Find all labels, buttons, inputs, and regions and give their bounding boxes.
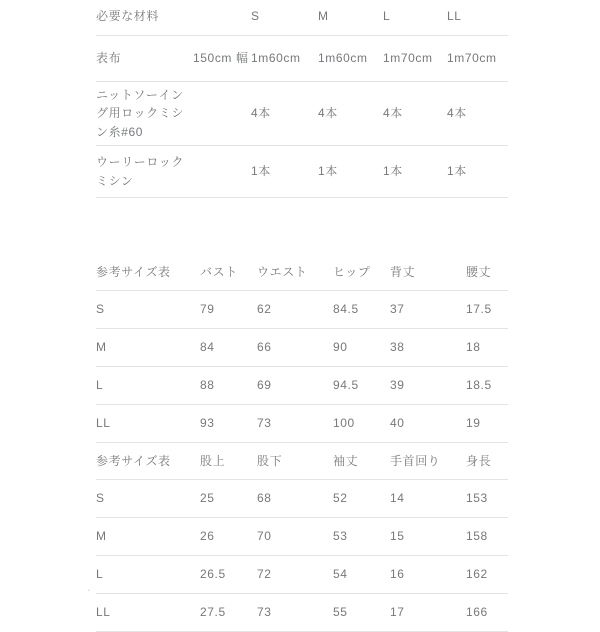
size2-ll-sleeve-length: 55: [333, 594, 390, 632]
size2-s-wrist: 14: [390, 480, 466, 518]
table-row: [96, 36, 508, 82]
size1-row-ll-label: LL: [96, 405, 200, 443]
material-fabric-ll: 1m70cm: [447, 36, 508, 82]
size1-header-row: [96, 254, 508, 291]
size2-ll-wrist: 17: [390, 594, 466, 632]
size2-s-height: 153: [466, 480, 508, 518]
size1-l-waist-length: 18.5: [466, 367, 508, 405]
size2-row-m-label: M: [96, 518, 200, 556]
size1-ll-bust: 93: [200, 405, 257, 443]
table-gap-spacer: [96, 198, 508, 254]
size1-ll-back-length: 40: [390, 405, 466, 443]
size1-s-bust: 79: [200, 291, 257, 329]
footer-cut-off-mark: ″: [88, 590, 91, 596]
size1-s-back-length: 37: [390, 291, 466, 329]
materials-header-row: [96, 0, 508, 36]
material-note-wooly-lock: [193, 146, 251, 198]
size1-ll-hip: 100: [333, 405, 390, 443]
material-note-overlock-thread: [193, 82, 251, 146]
size2-l-inseam: 72: [257, 556, 333, 594]
size2-m-wrist: 15: [390, 518, 466, 556]
size1-l-back-length: 39: [390, 367, 466, 405]
material-label-overlock-thread: ニットソーイング用ロックミシン糸#60: [96, 82, 193, 146]
size2-header-sleeve-length: 袖丈: [333, 443, 390, 480]
material-label-fabric: 表布: [96, 36, 193, 82]
size2-s-sleeve-length: 52: [333, 480, 390, 518]
table-row: [96, 405, 508, 443]
table-row: [96, 329, 508, 367]
size2-header-rise: 股上: [200, 443, 257, 480]
size1-s-waist-length: 17.5: [466, 291, 508, 329]
size2-header-height: 身長: [466, 443, 508, 480]
size2-s-inseam: 68: [257, 480, 333, 518]
size1-m-waist: 66: [257, 329, 333, 367]
size2-header-title: 参考サイズ表: [96, 443, 200, 480]
table-row: [96, 291, 508, 329]
size2-row-s-label: S: [96, 480, 200, 518]
content-column: [96, 0, 508, 632]
material-fabric-l: 1m70cm: [383, 36, 447, 82]
size1-row-s-label: S: [96, 291, 200, 329]
size2-l-sleeve-length: 54: [333, 556, 390, 594]
materials-header-size-l: L: [383, 0, 447, 36]
table-row: [96, 556, 508, 594]
material-fabric-m: 1m60cm: [318, 36, 383, 82]
table-row: [96, 594, 508, 632]
size2-s-rise: 25: [200, 480, 257, 518]
material-wooly-s: 1本: [251, 146, 318, 198]
material-thread-m: 4本: [318, 82, 383, 146]
size2-header-wrist-circumference: 手首回り: [390, 443, 466, 480]
size2-row-ll-label: LL: [96, 594, 200, 632]
size1-s-hip: 84.5: [333, 291, 390, 329]
required-materials-table: [96, 0, 508, 198]
size1-header-hip: ヒップ: [333, 254, 390, 291]
size1-s-waist: 62: [257, 291, 333, 329]
size1-ll-waist-length: 19: [466, 405, 508, 443]
materials-header-size-m: M: [318, 0, 383, 36]
material-thread-ll: 4本: [447, 82, 508, 146]
table-row: [96, 146, 508, 198]
material-thread-l: 4本: [383, 82, 447, 146]
size2-m-rise: 26: [200, 518, 257, 556]
materials-header-size-ll: LL: [447, 0, 508, 36]
size2-l-height: 162: [466, 556, 508, 594]
size1-header-bust: バスト: [200, 254, 257, 291]
material-note-fabric-width: 150cm 幅: [193, 36, 251, 82]
materials-header-blank: [193, 0, 251, 36]
size1-ll-waist: 73: [257, 405, 333, 443]
size2-header-row: [96, 443, 508, 480]
size1-m-back-length: 38: [390, 329, 466, 367]
material-thread-s: 4本: [251, 82, 318, 146]
materials-header-title: 必要な材料: [96, 0, 193, 36]
size2-m-height: 158: [466, 518, 508, 556]
size1-l-waist: 69: [257, 367, 333, 405]
size1-row-l-label: L: [96, 367, 200, 405]
size1-header-back-length: 背丈: [390, 254, 466, 291]
size2-ll-rise: 27.5: [200, 594, 257, 632]
size2-ll-inseam: 73: [257, 594, 333, 632]
size1-header-title: 参考サイズ表: [96, 254, 200, 291]
material-fabric-s: 1m60cm: [251, 36, 318, 82]
reference-size-chart-lower-table: [96, 443, 508, 632]
size2-l-wrist: 16: [390, 556, 466, 594]
size1-m-hip: 90: [333, 329, 390, 367]
size1-m-waist-length: 18: [466, 329, 508, 367]
size2-ll-height: 166: [466, 594, 508, 632]
material-wooly-m: 1本: [318, 146, 383, 198]
size1-header-waist: ウエスト: [257, 254, 333, 291]
table-row: [96, 367, 508, 405]
table-row: [96, 518, 508, 556]
materials-header-size-s: S: [251, 0, 318, 36]
size2-l-rise: 26.5: [200, 556, 257, 594]
table-row: [96, 82, 508, 146]
size1-m-bust: 84: [200, 329, 257, 367]
size2-m-sleeve-length: 53: [333, 518, 390, 556]
material-label-wooly-lock: ウーリーロックミシン: [96, 146, 193, 198]
size1-l-bust: 88: [200, 367, 257, 405]
size2-m-inseam: 70: [257, 518, 333, 556]
size1-header-waist-length: 腰丈: [466, 254, 508, 291]
reference-size-chart-upper-table: [96, 254, 508, 443]
material-wooly-l: 1本: [383, 146, 447, 198]
size2-header-inseam: 股下: [257, 443, 333, 480]
size1-l-hip: 94.5: [333, 367, 390, 405]
material-wooly-ll: 1本: [447, 146, 508, 198]
size2-row-l-label: L: [96, 556, 200, 594]
table-row: [96, 480, 508, 518]
size1-row-m-label: M: [96, 329, 200, 367]
